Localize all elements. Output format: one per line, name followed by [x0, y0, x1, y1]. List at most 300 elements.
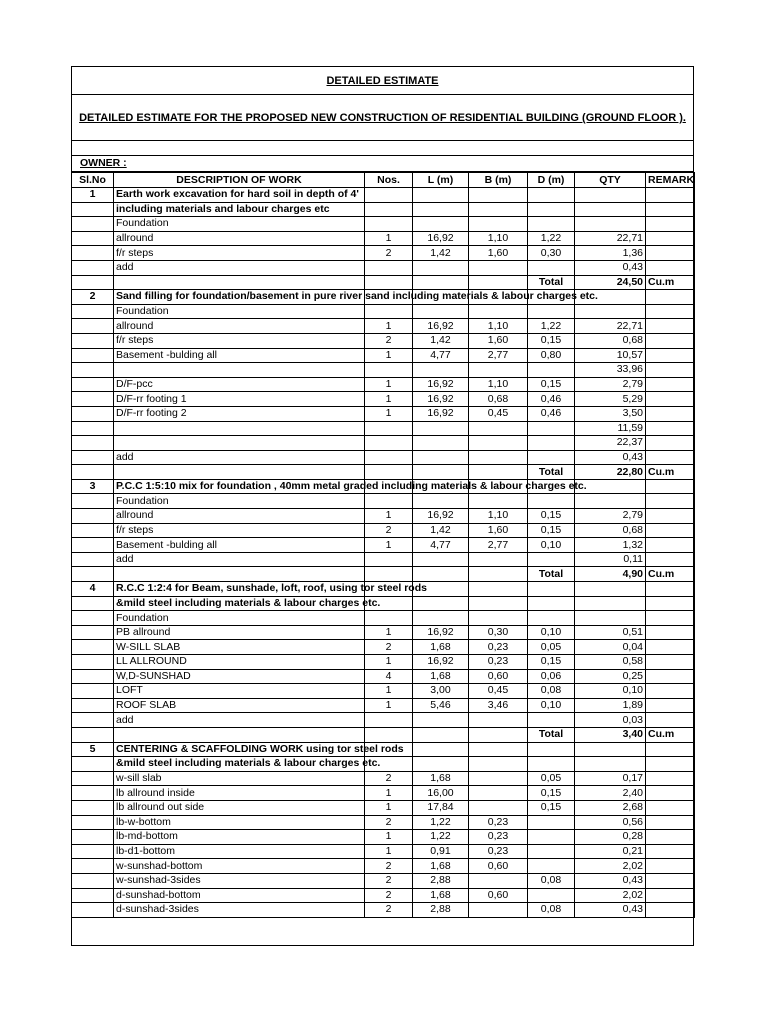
- cell-qty: [575, 611, 646, 626]
- cell-length: 16,92: [413, 231, 469, 246]
- cell-qty: 0,04: [575, 640, 646, 655]
- cell-description: [114, 727, 365, 742]
- cell-slno: [72, 406, 114, 421]
- cell-length: [413, 260, 469, 275]
- cell-length: 0,91: [413, 844, 469, 859]
- cell-slno: [72, 757, 114, 772]
- cell-description: Foundation: [114, 494, 365, 509]
- table-row: [72, 231, 695, 246]
- cell-description: add: [114, 450, 365, 465]
- cell-description: Basement -bulding all: [114, 348, 365, 363]
- table-row: [72, 844, 695, 859]
- cell-length: [413, 494, 469, 509]
- cell-nos: [365, 611, 413, 626]
- header-qty: QTY: [575, 173, 646, 188]
- cell-length: [413, 363, 469, 378]
- table-row: [72, 436, 695, 451]
- table-row: [72, 406, 695, 421]
- cell-length: 1,22: [413, 830, 469, 845]
- cell-qty: 22,80: [575, 465, 646, 480]
- cell-depth: [528, 844, 575, 859]
- cell-breadth: [469, 363, 528, 378]
- cell-remark: [646, 436, 695, 451]
- cell-breadth: 0,60: [469, 669, 528, 684]
- cell-slno: 5: [72, 742, 114, 757]
- cell-remark: [646, 611, 695, 626]
- cell-length: [413, 450, 469, 465]
- cell-remark: [646, 538, 695, 553]
- cell-breadth: [469, 611, 528, 626]
- cell-description: f/r steps: [114, 523, 365, 538]
- cell-slno: [72, 202, 114, 217]
- cell-qty: 0,10: [575, 684, 646, 699]
- table-row: [72, 538, 695, 553]
- table-row: [72, 815, 695, 830]
- cell-length: 17,84: [413, 800, 469, 815]
- cell-slno: 4: [72, 582, 114, 597]
- table-row: [72, 742, 695, 757]
- cell-remark: [646, 377, 695, 392]
- cell-qty: [575, 742, 646, 757]
- cell-qty: 22,37: [575, 436, 646, 451]
- cell-remark: [646, 188, 695, 203]
- cell-nos: [365, 727, 413, 742]
- cell-qty: 0,43: [575, 260, 646, 275]
- cell-qty: 2,02: [575, 859, 646, 874]
- cell-length: [413, 188, 469, 203]
- cell-qty: 33,96: [575, 363, 646, 378]
- cell-qty: 2,40: [575, 786, 646, 801]
- header-breadth: B (m): [469, 173, 528, 188]
- cell-depth: [528, 188, 575, 203]
- table-row: [72, 800, 695, 815]
- header-remark: REMARK: [646, 173, 695, 188]
- cell-nos: [365, 304, 413, 319]
- cell-breadth: 0,68: [469, 392, 528, 407]
- cell-remark: [646, 231, 695, 246]
- cell-length: [413, 217, 469, 232]
- cell-description: lb-md-bottom: [114, 830, 365, 845]
- cell-length: 1,22: [413, 815, 469, 830]
- cell-description: PB allround: [114, 625, 365, 640]
- cell-description: Foundation: [114, 217, 365, 232]
- cell-remark: [646, 757, 695, 772]
- cell-nos: 1: [365, 348, 413, 363]
- cell-remark: [646, 246, 695, 261]
- cell-slno: [72, 625, 114, 640]
- cell-breadth: 0,23: [469, 815, 528, 830]
- cell-slno: [72, 348, 114, 363]
- cell-breadth: [469, 494, 528, 509]
- cell-description: lb-d1-bottom: [114, 844, 365, 859]
- cell-length: [413, 757, 469, 772]
- cell-depth: [528, 582, 575, 597]
- table-row: [72, 509, 695, 524]
- cell-slno: 1: [72, 188, 114, 203]
- table-row: [72, 698, 695, 713]
- cell-qty: 22,71: [575, 319, 646, 334]
- cell-depth: Total: [528, 727, 575, 742]
- table-row: [72, 596, 695, 611]
- cell-breadth: [469, 582, 528, 597]
- cell-slno: [72, 596, 114, 611]
- cell-remark: [646, 494, 695, 509]
- cell-description: add: [114, 260, 365, 275]
- cell-slno: [72, 523, 114, 538]
- cell-length: [413, 465, 469, 480]
- cell-breadth: [469, 465, 528, 480]
- cell-depth: 0,30: [528, 246, 575, 261]
- cell-depth: 0,10: [528, 538, 575, 553]
- cell-breadth: [469, 217, 528, 232]
- cell-remark: Cu.m: [646, 727, 695, 742]
- cell-nos: [365, 188, 413, 203]
- cell-description: R.C.C 1:2:4 for Beam, sunshade, loft, roof, using tor steel rods: [114, 582, 365, 597]
- cell-length: [413, 275, 469, 290]
- header-nos: Nos.: [365, 173, 413, 188]
- cell-depth: 0,15: [528, 377, 575, 392]
- cell-breadth: [469, 260, 528, 275]
- cell-depth: [528, 815, 575, 830]
- cell-qty: 5,29: [575, 392, 646, 407]
- table-row: [72, 640, 695, 655]
- cell-slno: [72, 640, 114, 655]
- cell-length: [413, 436, 469, 451]
- table-row: [72, 217, 695, 232]
- cell-remark: [646, 217, 695, 232]
- cell-nos: 2: [365, 859, 413, 874]
- table-row: [72, 260, 695, 275]
- cell-length: 1,42: [413, 246, 469, 261]
- cell-remark: [646, 421, 695, 436]
- cell-qty: [575, 304, 646, 319]
- cell-depth: [528, 304, 575, 319]
- cell-slno: [72, 260, 114, 275]
- cell-breadth: 1,60: [469, 246, 528, 261]
- total-row: [72, 567, 695, 582]
- cell-description: &mild steel including materials & labour charges etc.: [114, 757, 365, 772]
- cell-length: 5,46: [413, 698, 469, 713]
- cell-depth: [528, 888, 575, 903]
- cell-length: [413, 713, 469, 728]
- cell-qty: [575, 202, 646, 217]
- cell-qty: 2,79: [575, 377, 646, 392]
- cell-remark: [646, 523, 695, 538]
- cell-depth: [528, 713, 575, 728]
- cell-length: 16,00: [413, 786, 469, 801]
- cell-qty: 0,17: [575, 771, 646, 786]
- cell-length: [413, 421, 469, 436]
- cell-remark: [646, 363, 695, 378]
- table-row: [72, 903, 695, 918]
- cell-length: [413, 202, 469, 217]
- cell-remark: [646, 888, 695, 903]
- cell-depth: 0,15: [528, 333, 575, 348]
- table-row: [72, 786, 695, 801]
- cell-qty: 0,68: [575, 333, 646, 348]
- table-row: [72, 684, 695, 699]
- table-row: [72, 246, 695, 261]
- cell-depth: 0,15: [528, 509, 575, 524]
- cell-remark: [646, 202, 695, 217]
- cell-qty: 0,11: [575, 552, 646, 567]
- table-row: [72, 625, 695, 640]
- cell-length: 16,92: [413, 319, 469, 334]
- cell-breadth: 0,60: [469, 859, 528, 874]
- cell-slno: [72, 333, 114, 348]
- cell-qty: 0,25: [575, 669, 646, 684]
- cell-remark: [646, 903, 695, 918]
- cell-qty: 0,56: [575, 815, 646, 830]
- cell-description: [114, 567, 365, 582]
- cell-description: d-sunshad-bottom: [114, 888, 365, 903]
- cell-slno: [72, 275, 114, 290]
- cell-nos: [365, 363, 413, 378]
- blank-row: [71, 141, 694, 156]
- cell-nos: [365, 202, 413, 217]
- cell-depth: [528, 363, 575, 378]
- cell-depth: 0,15: [528, 523, 575, 538]
- cell-breadth: 1,60: [469, 523, 528, 538]
- cell-nos: 1: [365, 844, 413, 859]
- table-row: [72, 304, 695, 319]
- cell-nos: 2: [365, 888, 413, 903]
- cell-remark: Cu.m: [646, 567, 695, 582]
- cell-remark: [646, 260, 695, 275]
- cell-nos: 1: [365, 392, 413, 407]
- table-row: [72, 859, 695, 874]
- cell-remark: [646, 333, 695, 348]
- cell-nos: 4: [365, 669, 413, 684]
- cell-qty: 2,02: [575, 888, 646, 903]
- cell-depth: 0,15: [528, 800, 575, 815]
- cell-qty: 0,03: [575, 713, 646, 728]
- table-row: [72, 888, 695, 903]
- cell-breadth: [469, 786, 528, 801]
- cell-nos: 1: [365, 684, 413, 699]
- cell-qty: 0,21: [575, 844, 646, 859]
- cell-depth: [528, 494, 575, 509]
- cell-nos: [365, 260, 413, 275]
- table-row: [72, 363, 695, 378]
- cell-breadth: 0,23: [469, 655, 528, 670]
- cell-description: including materials and labour charges etc: [114, 202, 365, 217]
- cell-breadth: 1,10: [469, 377, 528, 392]
- cell-depth: 0,06: [528, 669, 575, 684]
- cell-breadth: 1,10: [469, 319, 528, 334]
- cell-breadth: [469, 188, 528, 203]
- cell-length: [413, 304, 469, 319]
- cell-nos: 1: [365, 509, 413, 524]
- cell-depth: [528, 450, 575, 465]
- cell-description: Basement -bulding all: [114, 538, 365, 553]
- cell-remark: [646, 669, 695, 684]
- cell-breadth: [469, 567, 528, 582]
- cell-depth: [528, 830, 575, 845]
- cell-remark: [646, 800, 695, 815]
- cell-qty: 4,90: [575, 567, 646, 582]
- cell-qty: 3,40: [575, 727, 646, 742]
- cell-slno: 2: [72, 290, 114, 305]
- cell-slno: [72, 231, 114, 246]
- cell-description: w-sill slab: [114, 771, 365, 786]
- table-row: [72, 494, 695, 509]
- table-row: [72, 392, 695, 407]
- cell-slno: [72, 304, 114, 319]
- total-row: [72, 727, 695, 742]
- table-row: [72, 611, 695, 626]
- cell-remark: [646, 859, 695, 874]
- cell-breadth: 3,46: [469, 698, 528, 713]
- cell-nos: [365, 552, 413, 567]
- cell-description: lb allround out side: [114, 800, 365, 815]
- cell-qty: [575, 188, 646, 203]
- cell-nos: [365, 465, 413, 480]
- cell-slno: [72, 611, 114, 626]
- cell-depth: [528, 611, 575, 626]
- header-slno: Sl.No: [72, 173, 114, 188]
- cell-length: 16,92: [413, 655, 469, 670]
- cell-slno: [72, 888, 114, 903]
- table-row: [72, 713, 695, 728]
- cell-slno: [72, 727, 114, 742]
- cell-length: [413, 727, 469, 742]
- cell-breadth: 0,23: [469, 830, 528, 845]
- cell-breadth: [469, 436, 528, 451]
- cell-breadth: 2,77: [469, 538, 528, 553]
- cell-depth: 0,08: [528, 684, 575, 699]
- cell-depth: Total: [528, 275, 575, 290]
- cell-description: Earth work excavation for hard soil in depth of 4': [114, 188, 365, 203]
- cell-length: 4,77: [413, 538, 469, 553]
- cell-remark: [646, 830, 695, 845]
- cell-breadth: 1,10: [469, 509, 528, 524]
- cell-breadth: 0,45: [469, 406, 528, 421]
- cell-breadth: [469, 903, 528, 918]
- cell-slno: [72, 421, 114, 436]
- cell-length: [413, 567, 469, 582]
- cell-depth: [528, 552, 575, 567]
- cell-qty: 2,79: [575, 509, 646, 524]
- cell-slno: [72, 903, 114, 918]
- cell-breadth: 0,45: [469, 684, 528, 699]
- cell-length: 16,92: [413, 377, 469, 392]
- cell-nos: 2: [365, 903, 413, 918]
- cell-remark: [646, 596, 695, 611]
- table-row: [72, 421, 695, 436]
- cell-qty: 11,59: [575, 421, 646, 436]
- cell-slno: 3: [72, 479, 114, 494]
- cell-nos: 1: [365, 406, 413, 421]
- cell-remark: [646, 406, 695, 421]
- cell-qty: [575, 757, 646, 772]
- cell-breadth: [469, 727, 528, 742]
- table-row: [72, 319, 695, 334]
- cell-depth: 0,10: [528, 625, 575, 640]
- cell-remark: [646, 684, 695, 699]
- cell-remark: [646, 815, 695, 830]
- cell-slno: [72, 830, 114, 845]
- cell-qty: 0,28: [575, 830, 646, 845]
- cell-breadth: 0,23: [469, 640, 528, 655]
- cell-breadth: [469, 421, 528, 436]
- cell-description: [114, 421, 365, 436]
- cell-remark: [646, 640, 695, 655]
- cell-length: 3,00: [413, 684, 469, 699]
- cell-depth: [528, 757, 575, 772]
- cell-slno: [72, 552, 114, 567]
- owner-label: OWNER :: [80, 157, 127, 169]
- cell-depth: 0,08: [528, 873, 575, 888]
- cell-slno: [72, 392, 114, 407]
- cell-remark: [646, 509, 695, 524]
- cell-qty: 0,68: [575, 523, 646, 538]
- cell-nos: 2: [365, 815, 413, 830]
- table-row: [72, 479, 695, 494]
- table-row: [72, 582, 695, 597]
- cell-length: 1,68: [413, 669, 469, 684]
- cell-nos: 1: [365, 231, 413, 246]
- table-row: [72, 450, 695, 465]
- cell-slno: [72, 815, 114, 830]
- cell-breadth: [469, 800, 528, 815]
- cell-description: [114, 465, 365, 480]
- table-row: [72, 552, 695, 567]
- cell-slno: [72, 713, 114, 728]
- cell-description: w-sunshad-3sides: [114, 873, 365, 888]
- cell-description: allround: [114, 231, 365, 246]
- cell-remark: [646, 873, 695, 888]
- cell-qty: 1,36: [575, 246, 646, 261]
- cell-qty: 1,32: [575, 538, 646, 553]
- cell-nos: 1: [365, 625, 413, 640]
- cell-qty: [575, 582, 646, 597]
- cell-depth: 0,15: [528, 655, 575, 670]
- cell-qty: [575, 494, 646, 509]
- cell-remark: [646, 319, 695, 334]
- cell-nos: 1: [365, 319, 413, 334]
- cell-description: LOFT: [114, 684, 365, 699]
- cell-breadth: 0,30: [469, 625, 528, 640]
- cell-slno: [72, 786, 114, 801]
- cell-description: [114, 436, 365, 451]
- cell-description: f/r steps: [114, 333, 365, 348]
- cell-description: W-SILL SLAB: [114, 640, 365, 655]
- cell-remark: [646, 392, 695, 407]
- cell-depth: [528, 217, 575, 232]
- cell-qty: 0,43: [575, 450, 646, 465]
- cell-qty: 0,43: [575, 873, 646, 888]
- cell-qty: 0,58: [575, 655, 646, 670]
- cell-breadth: [469, 596, 528, 611]
- cell-breadth: [469, 275, 528, 290]
- cell-remark: [646, 582, 695, 597]
- cell-depth: [528, 436, 575, 451]
- cell-slno: [72, 217, 114, 232]
- cell-description: allround: [114, 509, 365, 524]
- cell-description: add: [114, 552, 365, 567]
- cell-slno: [72, 377, 114, 392]
- cell-description: CENTERING & SCAFFOLDING WORK using tor steel rods: [114, 742, 365, 757]
- cell-slno: [72, 450, 114, 465]
- cell-remark: [646, 844, 695, 859]
- cell-length: [413, 742, 469, 757]
- cell-nos: 1: [365, 377, 413, 392]
- cell-breadth: [469, 552, 528, 567]
- cell-breadth: 0,60: [469, 888, 528, 903]
- cell-length: 16,92: [413, 406, 469, 421]
- cell-length: [413, 611, 469, 626]
